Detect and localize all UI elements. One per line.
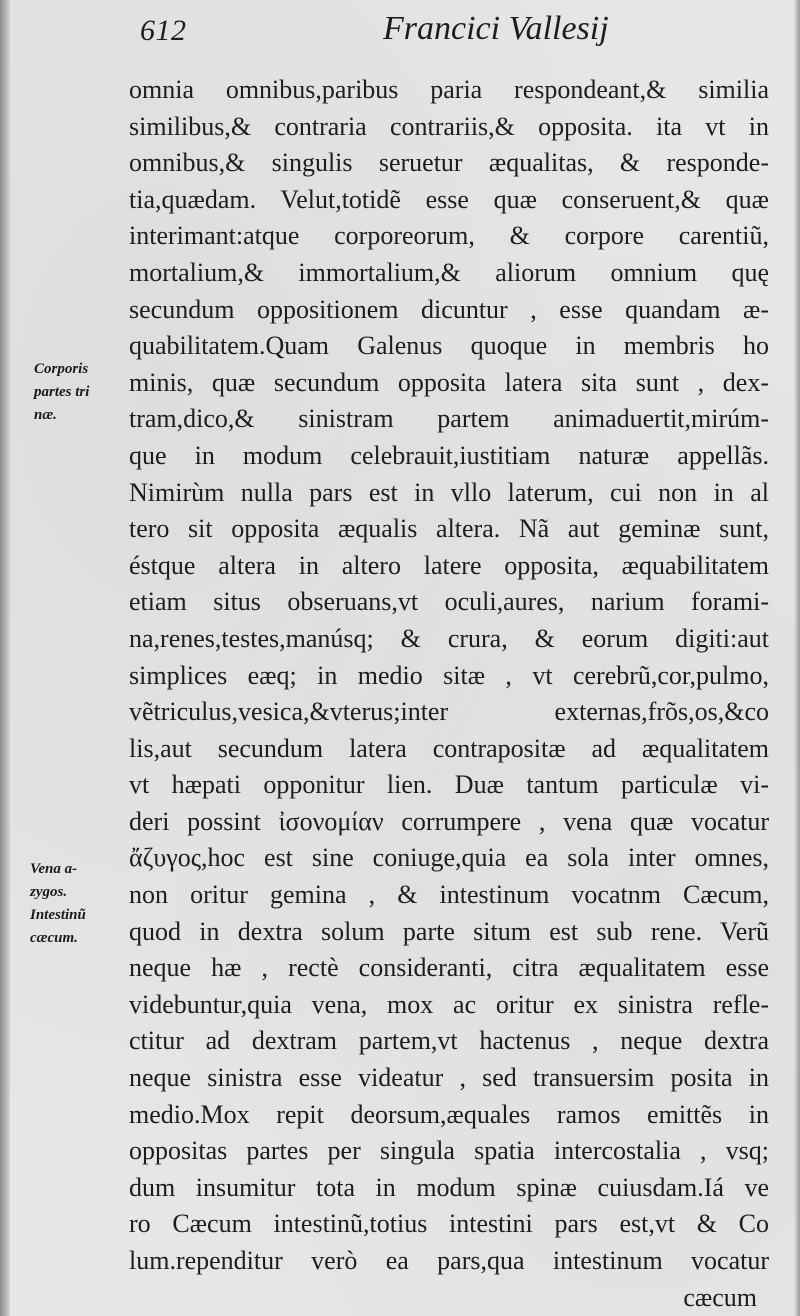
margin-note-line: Intestinũ (30, 907, 86, 923)
margin-note-line: Corporis (34, 361, 89, 377)
text-line: oppositas partes per singula spatia intercostalia , vsq; (129, 1136, 769, 1166)
text-line: mortalium,& immortalium,& aliorum omnium quę (129, 257, 769, 287)
margin-note-line: Vena a- (30, 861, 78, 877)
catchword: cæcum (683, 1282, 757, 1312)
margin-note-corporis (34, 358, 89, 427)
text-line: vt hæpati opponitur lien. Duæ tantum particulæ vi- (129, 770, 769, 800)
margin-note-line: cæcum. (30, 930, 78, 946)
text-line: ἄζυγος,hoc est sine coniuge,quia ea sola inter omnes, (129, 843, 769, 873)
text-line: Nimirùm nulla pars est in vllo laterum, cui non in al (129, 477, 769, 507)
text-line: dum insumitur tota in modum spinæ cuiusdam.Iá ve (129, 1172, 769, 1202)
text-line: neque sinistra esse videatur , sed transuersim posita in (129, 1063, 769, 1093)
body-text (129, 72, 769, 1316)
text-line: quabilitatem.Quam Galenus quoque in membris ho (129, 331, 769, 361)
text-line: interimant:atque corporeorum, & corpore carentiũ, (129, 221, 769, 251)
text-line: tram,dico,& sinistram partem animaduertit,mirúm- (129, 404, 769, 434)
text-line: que in modum celebrauit,iustitiam naturæ appellãs. (129, 440, 769, 470)
text-line: deri possint ἰσονομίαν corrumpere , vena quæ vocatur (129, 806, 769, 836)
text-line: minis, quæ secundum opposita latera sita sunt , dex- (129, 367, 769, 397)
text-line: videbuntur,quia vena, mox ac oritur ex sinistra refle- (129, 989, 769, 1019)
text-line: tia,quædam. Velut,totidẽ esse quæ conseruent,& quæ (129, 184, 769, 214)
text-line: similibus,& contraria contrariis,& opposita. ita vt in (129, 111, 769, 141)
text-line: neque hæ , rectè consideranti, citra æqualitatem esse (129, 953, 769, 983)
margin-note-line: næ. (34, 407, 57, 423)
text-line: lum.rependitur verò ea pars,qua intestinum vocatur (129, 1246, 769, 1275)
text-line: na,renes,testes,manúsq; & crura, & eorum digiti:aut (129, 623, 769, 653)
text-line: lis,aut secundum latera contrapositæ ad æqualitatem (129, 733, 769, 763)
margin-note-vena-azygos (30, 858, 86, 950)
running-head: Francici Vallesij (383, 10, 609, 47)
text-line: tero sit opposita æqualis altera. Nã aut geminæ sunt, (129, 514, 769, 544)
text-line: vẽtriculus,vesica,&vterus;inter externas,frõs,os,&co (129, 697, 769, 727)
text-line: omnia omnibus,paribus paria respondeant,& similia (129, 75, 769, 104)
text-line: ro Cæcum intestinũ,totius intestini pars est,vt & Co (129, 1209, 769, 1239)
margin-note-line: partes tri (34, 384, 90, 400)
text-line: non oritur gemina , & intestinum vocatnm Cæcum, (129, 880, 769, 910)
text-line: etiam situs obseruans,vt oculi,aures, narium forami- (129, 587, 769, 617)
text-line: quod in dextra solum parte situm est sub rene. Verũ (129, 916, 769, 946)
text-line: medio.Mox repit deorsum,æquales ramos emittẽs in (129, 1099, 769, 1129)
page-edge-shadow (794, 0, 800, 1316)
margin-note-line: zygos. (30, 884, 68, 900)
text-line: secundum oppositionem dicuntur , esse quandam æ- (129, 294, 769, 324)
page-number: 612 (140, 14, 187, 47)
text-line: ctitur ad dextram partem,vt hactenus , neque dextra (129, 1026, 769, 1056)
page-gutter-shadow (0, 0, 10, 1316)
text-line: éstque altera in altero latere opposita, æquabilitatem (129, 550, 769, 580)
text-line: omnibus,& singulis seruetur æqualitas, & responde- (129, 148, 769, 178)
text-line: simplices eæq; in medio sitæ , vt cerebrũ,cor,pulmo, (129, 660, 769, 690)
